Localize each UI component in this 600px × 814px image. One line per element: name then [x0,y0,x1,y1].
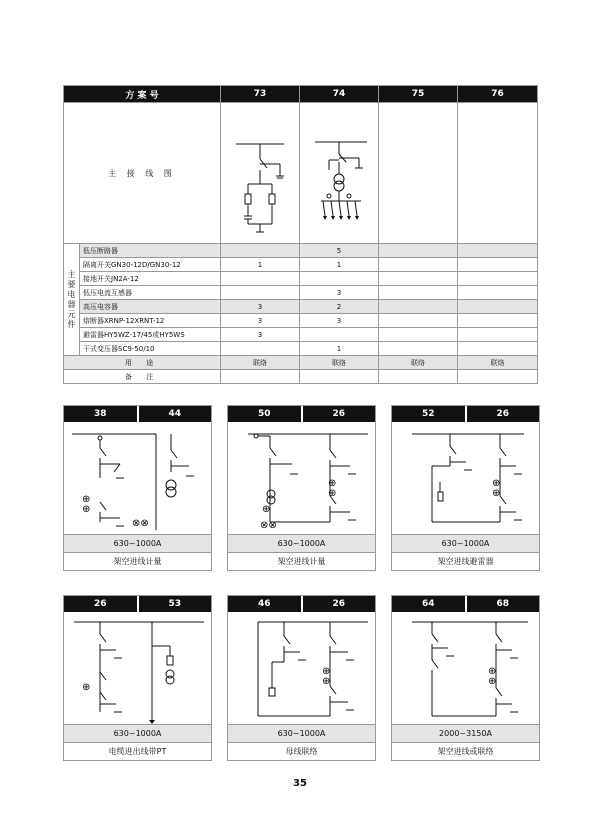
table-row [64,342,538,356]
panel-rating: 2000~3150A [392,724,539,742]
panel-diagram [64,612,211,724]
svg-text:⊕: ⊕ [322,676,331,687]
single-line-diagram-74 [303,104,375,242]
panel-diagram [392,612,539,724]
usage-label: 用 途 [64,356,221,370]
panel-38-44 [63,405,212,571]
cell: 3 [221,314,300,328]
cell [458,244,538,258]
header-75: 75 [379,86,458,103]
cell [458,258,538,272]
panel-diagram [392,422,539,534]
row-item: 低压断路器 [80,244,221,258]
svg-text:⊕: ⊕ [488,676,497,687]
remark-cell [300,370,379,384]
remark-label: 备 注 [64,370,221,384]
cell [379,342,458,356]
usage-cell: 联络 [379,356,458,370]
svg-text:⊕: ⊕ [82,494,91,505]
table-header-row [64,86,538,103]
row-item: 避雷器HY5WZ-17/45或HY5WS [80,328,221,342]
table-row [64,300,538,314]
diagram-row [64,103,538,244]
cell [458,314,538,328]
cell [221,286,300,300]
page-number: 35 [293,778,307,789]
cell [458,300,538,314]
header-76: 76 [458,86,538,103]
cell: 3 [221,300,300,314]
cell [379,300,458,314]
cell [379,328,458,342]
panel-code-right: 53 [137,596,212,612]
svg-text:⊕: ⊕ [322,666,331,677]
cell [221,342,300,356]
panel-name: 架空进线避雷器 [392,552,539,570]
panel-code-left: 38 [93,409,107,419]
panel-name: 电缆进出线带PT [64,742,211,760]
usage-cell: 联络 [458,356,538,370]
panel-rating: 630~1000A [228,534,375,552]
table-row [64,244,538,258]
svg-text:⊕: ⊕ [262,504,271,515]
svg-text:⊗⊗: ⊗⊗ [132,518,149,529]
row-item: 接地开关JN2A-12 [80,272,221,286]
panel-code-left: 64 [421,599,435,609]
diagram-74 [300,103,379,244]
table-row [64,328,538,342]
panel-code-left: 26 [93,599,107,609]
diagram-73 [221,103,300,244]
panel-code-right: 26 [301,596,376,612]
diagram-row-label: 主 接 线 图 [64,103,221,244]
cell [221,272,300,286]
header-74: 74 [300,86,379,103]
scheme-table [63,85,538,384]
svg-text:⊕: ⊕ [492,488,501,499]
panel-50-26 [227,405,376,571]
remark-cell [221,370,300,384]
usage-cell: 联络 [300,356,379,370]
row-item: 干式变压器SC9-50/10 [80,342,221,356]
svg-text:⊕: ⊕ [328,478,337,489]
cell [379,286,458,300]
panel-diagram [228,422,375,534]
remark-cell [458,370,538,384]
panel-code-right: 26 [465,406,540,422]
panel-diagram [64,422,211,534]
panel-name: 母线联络 [228,742,375,760]
row-item: 隔离开关GN30-12D/GN30-12 [80,258,221,272]
panel-46-26 [227,595,376,761]
cell [379,314,458,328]
cell: 1 [221,258,300,272]
usage-row [64,356,538,370]
panel-rating: 630~1000A [64,534,211,552]
group-label: 主要电器元件 [64,244,80,356]
panel-26-53 [63,595,212,761]
panel-52-26 [391,405,540,571]
svg-text:⊕: ⊕ [82,682,91,693]
panel-name: 架空进线计量 [64,552,211,570]
panel-rating: 630~1000A [228,724,375,742]
svg-text:⊕: ⊕ [328,488,337,499]
cell [458,272,538,286]
usage-cell: 联络 [221,356,300,370]
table-row [64,258,538,272]
table-row [64,286,538,300]
cell: 5 [300,244,379,258]
cell: 2 [300,300,379,314]
cell [458,286,538,300]
table-row [64,272,538,286]
cell [379,272,458,286]
cell: 3 [221,328,300,342]
cell [458,328,538,342]
single-line-diagram-73 [224,104,296,242]
panel-64-68 [391,595,540,761]
cell: 1 [300,342,379,356]
cell: 3 [300,286,379,300]
panel-diagram [228,612,375,724]
panel-code-right: 44 [137,406,212,422]
cell [379,244,458,258]
svg-text:⊗⊗: ⊗⊗ [260,520,277,531]
table-row [64,314,538,328]
panel-code-right: 68 [465,596,540,612]
row-item: 高压电容器 [80,300,221,314]
cell [221,244,300,258]
svg-text:⊕: ⊕ [488,666,497,677]
cell [379,258,458,272]
cell [458,342,538,356]
panel-name: 架空进线或联络 [392,742,539,760]
panel-rating: 630~1000A [64,724,211,742]
panel-code-left: 50 [257,409,271,419]
cell [300,272,379,286]
panel-code-left: 46 [257,599,271,609]
svg-text:⊕: ⊕ [492,478,501,489]
panel-code-left: 52 [421,409,435,419]
svg-text:⊕: ⊕ [82,504,91,515]
remark-row [64,370,538,384]
cell: 3 [300,314,379,328]
header-73: 73 [221,86,300,103]
cell: 1 [300,258,379,272]
remark-cell [379,370,458,384]
panel-code-right: 26 [301,406,376,422]
panel-rating: 630~1000A [392,534,539,552]
cell [300,328,379,342]
header-scheme-no: 方 案 号 [64,86,221,103]
diagram-75 [379,103,458,244]
panel-name: 架空进线计量 [228,552,375,570]
diagram-76 [458,103,538,244]
row-item: 熔断器XRNP-12XRNT-12 [80,314,221,328]
row-item: 低压电流互感器 [80,286,221,300]
